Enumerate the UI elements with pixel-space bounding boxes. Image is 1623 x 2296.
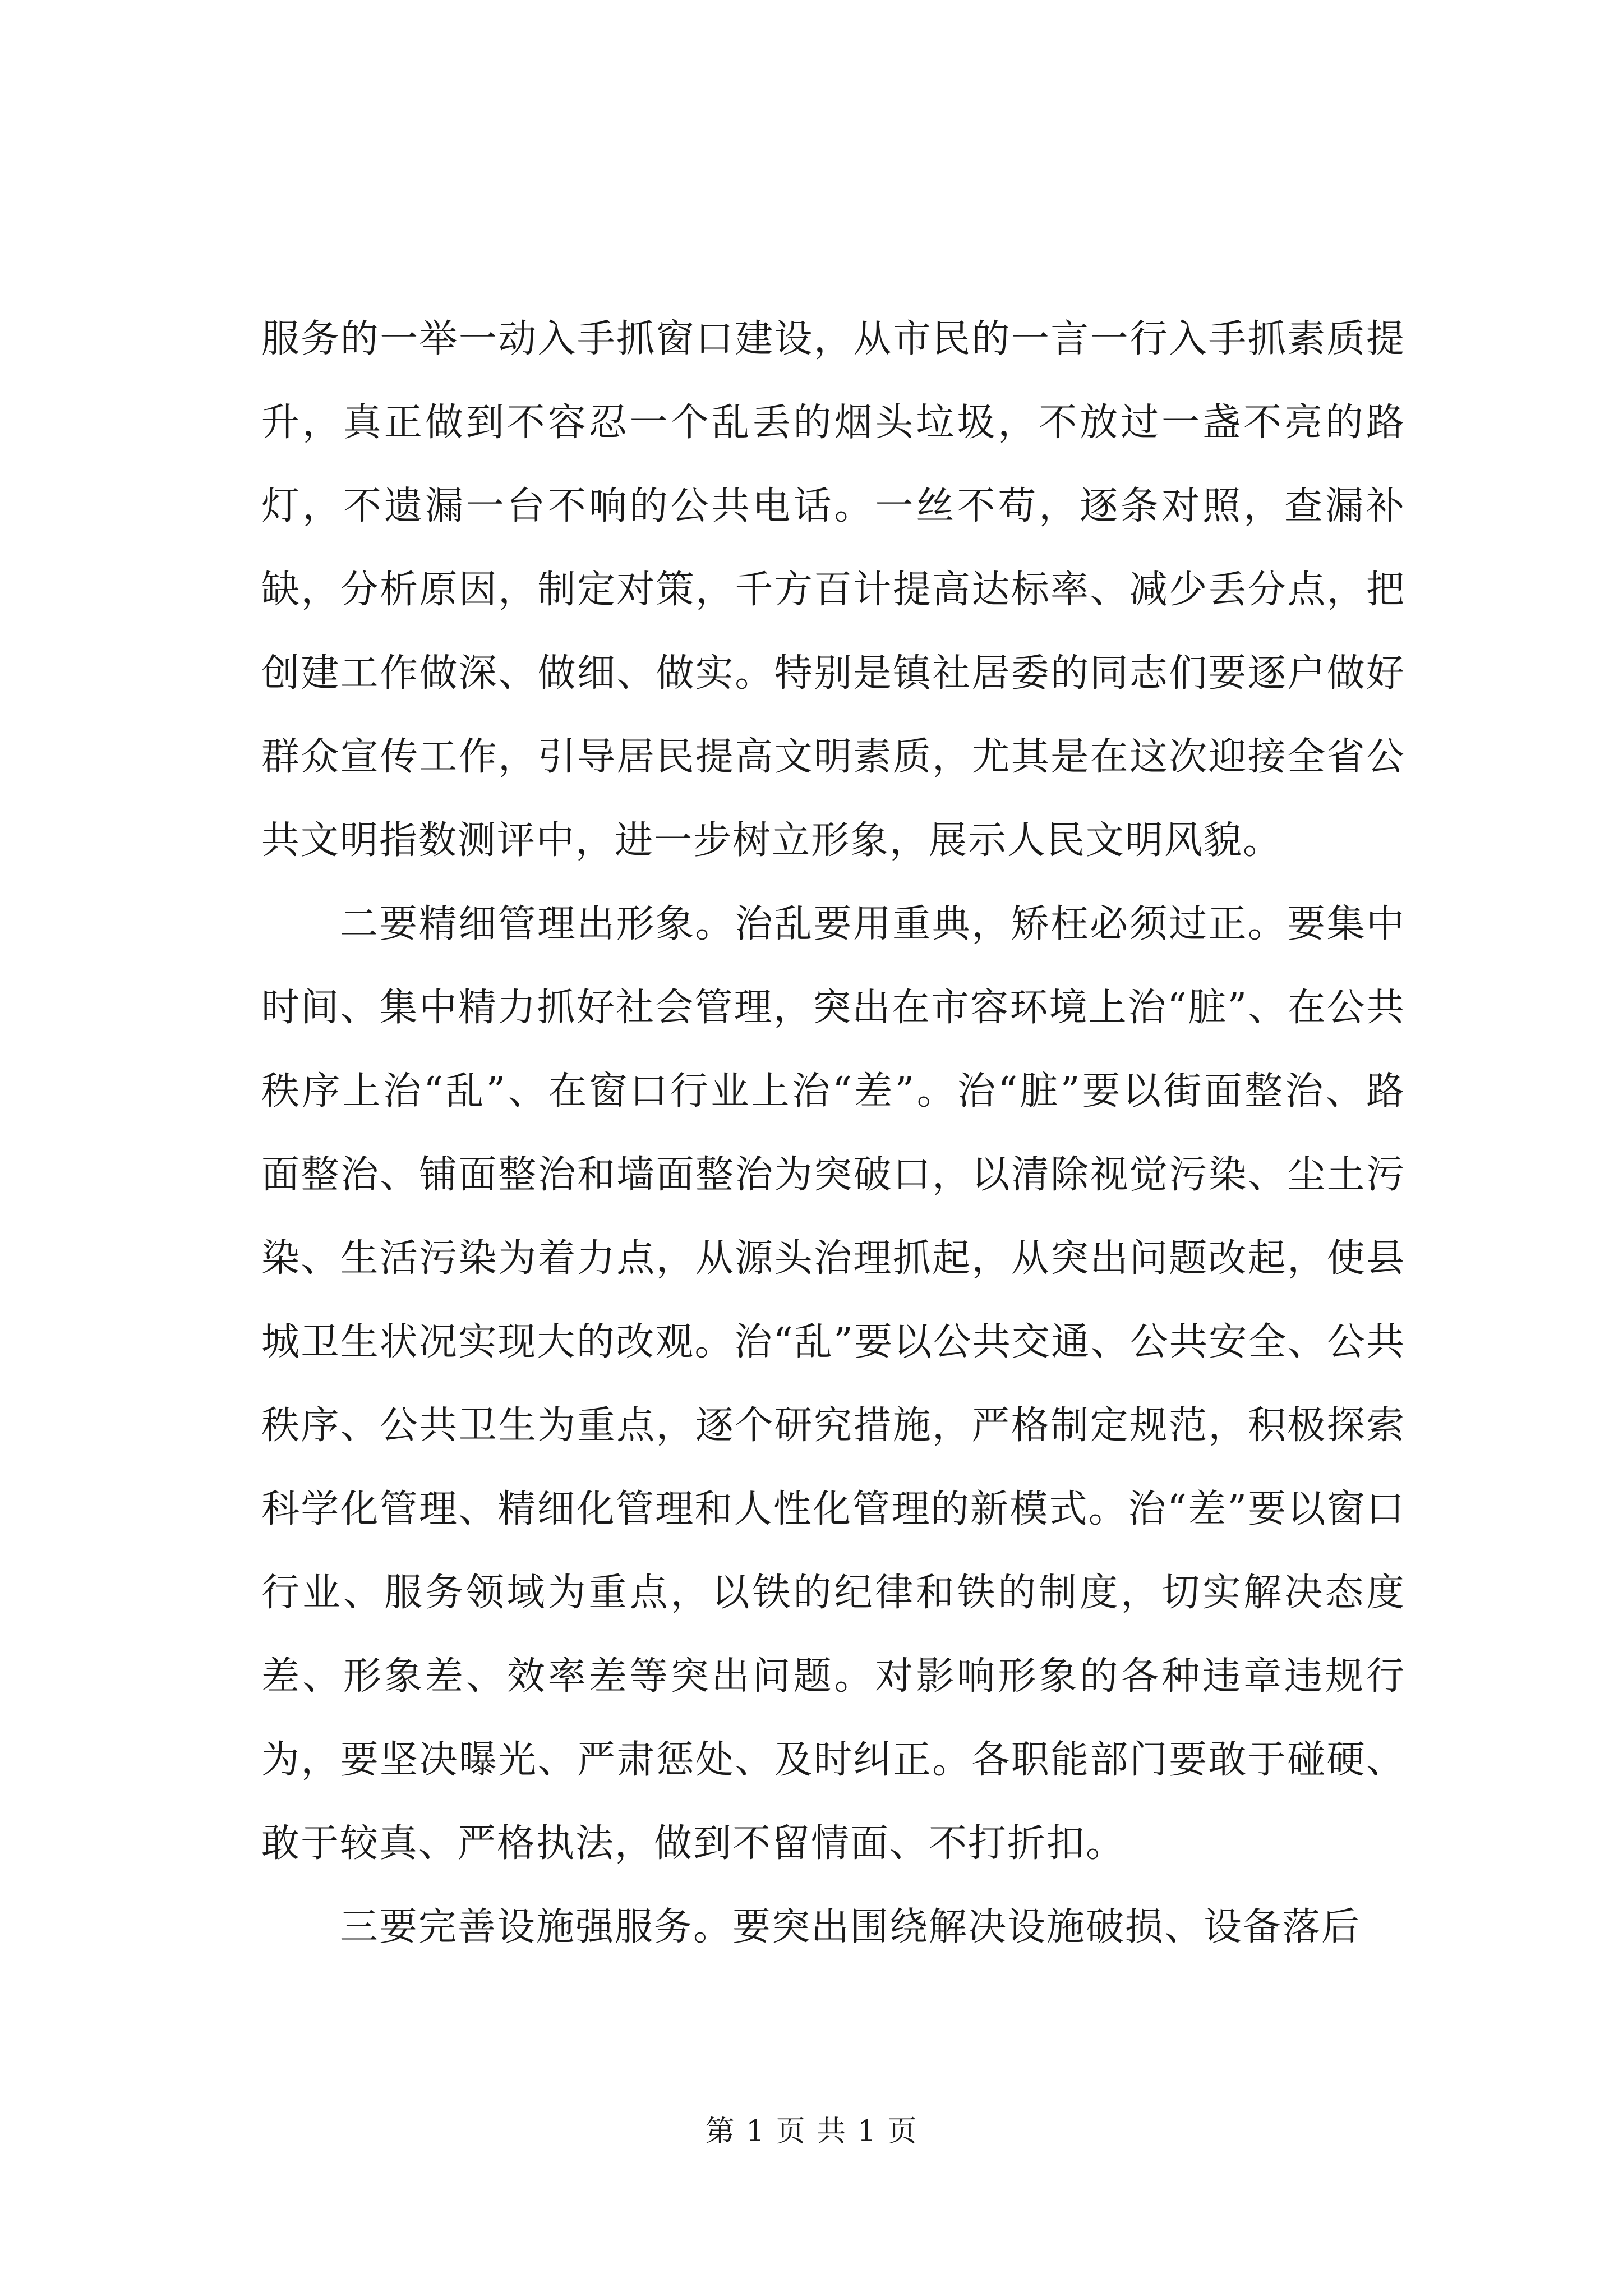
paragraph-3: 三要完善设施强服务。要突出围绕解决设施破损、设备落后	[340, 1905, 1361, 1949]
page-footer: 第 1 页 共 1 页	[705, 2115, 918, 2148]
paragraph-2: 二要精细管理出形象。治乱要用重典，矫枉必须过正。要集中时间、集中精力抓好社会管理，突出在市容环境上治“脏”、在公共秩序上治“乱”、在窗口行业上治“差”。治“脏”要以街面整治、路面整治、铺面整治和墙面整治为突破口，以清除视觉污染、尘土污染、生活污染为着力点，从源头治理抓起，从突出问题改起，使县城卫生状况实现大的改观。治“乱”要以公共交通、公共安全、公共秩序、公共卫生为重点，逐个研究措施，严格制定规范，积极探索科学化管理、精细化管理和人性化管理的新模式。治“差”要以窗口行业、服务领域为重点，以铁的纪律和铁的制度，切实解决态度差、形象差、效率差等突出问题。对影响形象的各种违章违规行为，要坚决曝光、严肃惩处、及时纠正。各职能部门要敢于碰硬、敢于较真、严格执法，做到不留情面、不打折扣。	[261, 902, 1405, 1866]
document-body	[261, 297, 1405, 1969]
paragraph-1: 服务的一举一动入手抓窗口建设，从市民的一言一行入手抓素质提升，真正做到不容忍一个乱丢的烟头垃圾，不放过一盏不亮的路灯，不遗漏一台不响的公共电话。一丝不苟，逐条对照，查漏补缺，分析原因，制定对策，千方百计提高达标率、减少丢分点，把创建工作做深、做细、做实。特别是镇社居委的同志们要逐户做好群众宣传工作，引导居民提高文明素质，尤其是在这次迎接全省公共文明指数测评中，进一步树立形象，展示人民文明风貌。	[261, 317, 1405, 863]
